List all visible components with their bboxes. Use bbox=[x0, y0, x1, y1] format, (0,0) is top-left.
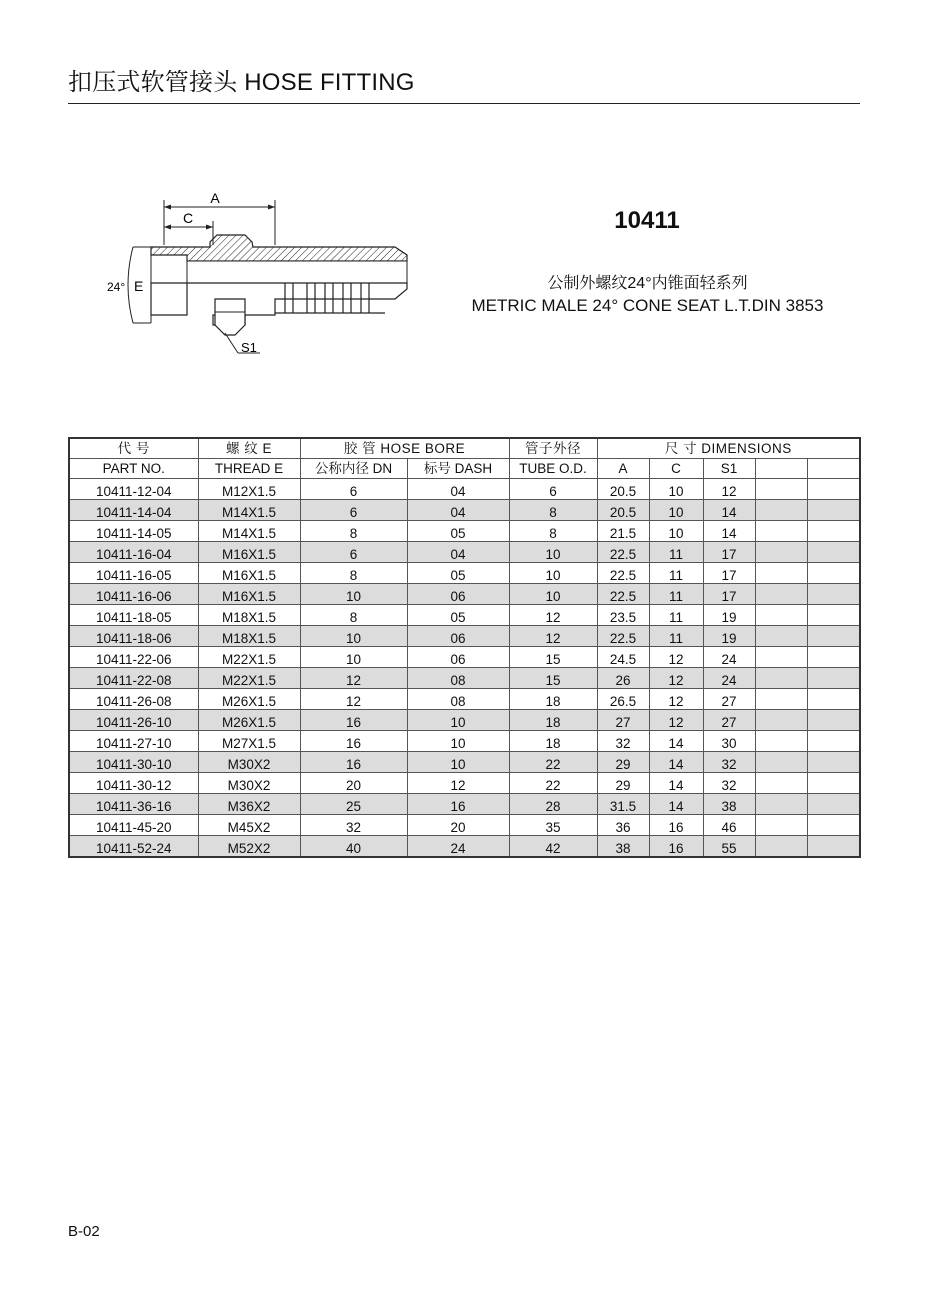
cell-empty bbox=[755, 773, 807, 794]
header-empty-1 bbox=[755, 459, 807, 479]
fitting-drawing bbox=[95, 185, 425, 365]
cell-dim-c: 14 bbox=[649, 731, 703, 752]
cell-part-no: 10411-30-12 bbox=[69, 773, 198, 794]
cell-dim-c: 16 bbox=[649, 815, 703, 836]
cell-dim-c: 16 bbox=[649, 836, 703, 858]
cell-dim-s1: 55 bbox=[703, 836, 755, 858]
cell-thread: M14X1.5 bbox=[198, 500, 300, 521]
table-row bbox=[69, 647, 860, 668]
cell-dim-s1: 46 bbox=[703, 815, 755, 836]
cell-empty bbox=[807, 752, 860, 773]
table-row bbox=[69, 605, 860, 626]
cell-dn: 8 bbox=[300, 563, 407, 584]
cell-thread: M18X1.5 bbox=[198, 605, 300, 626]
cell-dim-s1: 14 bbox=[703, 500, 755, 521]
cell-empty bbox=[755, 500, 807, 521]
cell-dn: 12 bbox=[300, 668, 407, 689]
cell-thread: M12X1.5 bbox=[198, 479, 300, 500]
cell-empty bbox=[807, 773, 860, 794]
product-code: 10411 bbox=[614, 207, 680, 234]
cell-dim-a: 22.5 bbox=[597, 542, 649, 563]
cell-dim-a: 24.5 bbox=[597, 647, 649, 668]
header-dimensions: 尺 寸 DIMENSIONS bbox=[597, 438, 860, 459]
cell-empty bbox=[807, 668, 860, 689]
cell-tube-od: 10 bbox=[509, 563, 597, 584]
cell-empty bbox=[755, 479, 807, 500]
cell-tube-od: 18 bbox=[509, 710, 597, 731]
table-header-row-2 bbox=[69, 459, 860, 479]
cell-part-no: 10411-18-05 bbox=[69, 605, 198, 626]
cell-tube-od: 8 bbox=[509, 500, 597, 521]
cell-empty bbox=[755, 542, 807, 563]
cell-dim-a: 22.5 bbox=[597, 584, 649, 605]
cell-part-no: 10411-16-04 bbox=[69, 542, 198, 563]
cell-empty bbox=[807, 500, 860, 521]
cell-tube-od: 15 bbox=[509, 647, 597, 668]
cell-empty bbox=[755, 752, 807, 773]
dim-label-angle: 24° bbox=[107, 280, 126, 294]
title-divider bbox=[68, 103, 860, 104]
cell-dn: 32 bbox=[300, 815, 407, 836]
cell-dn: 6 bbox=[300, 542, 407, 563]
cell-part-no: 10411-22-08 bbox=[69, 668, 198, 689]
cell-empty bbox=[755, 563, 807, 584]
cell-thread: M14X1.5 bbox=[198, 521, 300, 542]
cell-dim-a: 27 bbox=[597, 710, 649, 731]
cell-dim-a: 26.5 bbox=[597, 689, 649, 710]
cell-empty bbox=[755, 815, 807, 836]
cell-dim-s1: 19 bbox=[703, 626, 755, 647]
cell-part-no: 10411-16-06 bbox=[69, 584, 198, 605]
cell-tube-od: 18 bbox=[509, 731, 597, 752]
cell-dn: 10 bbox=[300, 626, 407, 647]
cell-dim-a: 22.5 bbox=[597, 563, 649, 584]
cell-empty bbox=[807, 731, 860, 752]
header-a: A bbox=[597, 459, 649, 479]
cell-dim-s1: 14 bbox=[703, 521, 755, 542]
cell-thread: M36X2 bbox=[198, 794, 300, 815]
cell-thread: M16X1.5 bbox=[198, 584, 300, 605]
cell-dim-c: 11 bbox=[649, 584, 703, 605]
header-hose-bore: 胶 管 HOSE BORE bbox=[300, 438, 509, 459]
cell-empty bbox=[755, 605, 807, 626]
table-row bbox=[69, 626, 860, 647]
table-row bbox=[69, 815, 860, 836]
table-row bbox=[69, 479, 860, 500]
cell-dim-c: 14 bbox=[649, 773, 703, 794]
cell-dash: 10 bbox=[407, 710, 509, 731]
cell-dim-s1: 32 bbox=[703, 752, 755, 773]
cell-part-no: 10411-45-20 bbox=[69, 815, 198, 836]
cell-dn: 40 bbox=[300, 836, 407, 858]
cell-dash: 06 bbox=[407, 626, 509, 647]
cell-dim-a: 26 bbox=[597, 668, 649, 689]
cell-dn: 6 bbox=[300, 500, 407, 521]
cell-empty bbox=[807, 794, 860, 815]
header-c: C bbox=[649, 459, 703, 479]
cell-dim-c: 10 bbox=[649, 521, 703, 542]
cell-dash: 16 bbox=[407, 794, 509, 815]
cell-part-no: 10411-12-04 bbox=[69, 479, 198, 500]
cell-thread: M16X1.5 bbox=[198, 563, 300, 584]
cell-dash: 08 bbox=[407, 689, 509, 710]
page-number: B-02 bbox=[68, 1223, 100, 1240]
cell-dim-s1: 17 bbox=[703, 563, 755, 584]
cell-dim-a: 38 bbox=[597, 836, 649, 858]
cell-dn: 6 bbox=[300, 479, 407, 500]
cell-tube-od: 15 bbox=[509, 668, 597, 689]
cell-dn: 10 bbox=[300, 584, 407, 605]
cell-tube-od: 18 bbox=[509, 689, 597, 710]
cell-dash: 04 bbox=[407, 479, 509, 500]
cell-dim-c: 10 bbox=[649, 500, 703, 521]
cell-part-no: 10411-36-16 bbox=[69, 794, 198, 815]
table-row bbox=[69, 752, 860, 773]
product-name-en: METRIC MALE 24° CONE SEAT L.T.DIN 3853 bbox=[471, 296, 824, 315]
cell-dim-c: 11 bbox=[649, 563, 703, 584]
page-title: 扣压式软管接头 HOSE FITTING bbox=[68, 69, 415, 96]
cell-dim-a: 20.5 bbox=[597, 500, 649, 521]
cell-empty bbox=[755, 647, 807, 668]
cell-dim-c: 14 bbox=[649, 752, 703, 773]
cell-empty bbox=[807, 521, 860, 542]
cell-tube-od: 22 bbox=[509, 773, 597, 794]
header-part-cn: 代 号 bbox=[69, 438, 198, 459]
cell-dn: 20 bbox=[300, 773, 407, 794]
cell-dim-c: 10 bbox=[649, 479, 703, 500]
table-row bbox=[69, 794, 860, 815]
cell-dash: 08 bbox=[407, 668, 509, 689]
table-row bbox=[69, 773, 860, 794]
cell-part-no: 10411-18-06 bbox=[69, 626, 198, 647]
cell-dim-s1: 32 bbox=[703, 773, 755, 794]
cell-dash: 20 bbox=[407, 815, 509, 836]
cell-tube-od: 42 bbox=[509, 836, 597, 858]
cell-dim-c: 12 bbox=[649, 647, 703, 668]
cell-dim-c: 14 bbox=[649, 794, 703, 815]
cell-empty bbox=[807, 605, 860, 626]
cell-dim-s1: 38 bbox=[703, 794, 755, 815]
cell-dim-s1: 12 bbox=[703, 479, 755, 500]
cell-dim-s1: 27 bbox=[703, 689, 755, 710]
cell-part-no: 10411-26-10 bbox=[69, 710, 198, 731]
cell-part-no: 10411-52-24 bbox=[69, 836, 198, 858]
dim-label-s1: S1 bbox=[241, 340, 257, 355]
cell-dim-s1: 19 bbox=[703, 605, 755, 626]
cell-dn: 25 bbox=[300, 794, 407, 815]
cell-dim-s1: 27 bbox=[703, 710, 755, 731]
cell-empty bbox=[807, 626, 860, 647]
cell-dim-c: 11 bbox=[649, 542, 703, 563]
cell-dash: 04 bbox=[407, 542, 509, 563]
cell-part-no: 10411-16-05 bbox=[69, 563, 198, 584]
table-row bbox=[69, 710, 860, 731]
cell-dash: 24 bbox=[407, 836, 509, 858]
dimensions-table bbox=[68, 437, 861, 858]
cell-dim-s1: 17 bbox=[703, 584, 755, 605]
header-empty-2 bbox=[807, 459, 860, 479]
cell-dn: 8 bbox=[300, 521, 407, 542]
table-row bbox=[69, 689, 860, 710]
table-row bbox=[69, 542, 860, 563]
cell-dim-a: 23.5 bbox=[597, 605, 649, 626]
cell-empty bbox=[755, 689, 807, 710]
cell-dim-s1: 24 bbox=[703, 647, 755, 668]
header-dash: 标号 DASH bbox=[407, 459, 509, 479]
cell-dash: 04 bbox=[407, 500, 509, 521]
cell-dn: 16 bbox=[300, 710, 407, 731]
cell-empty bbox=[755, 710, 807, 731]
cell-tube-od: 8 bbox=[509, 521, 597, 542]
cell-dash: 05 bbox=[407, 605, 509, 626]
cell-dash: 06 bbox=[407, 584, 509, 605]
header-thread-cn: 螺 纹 E bbox=[198, 438, 300, 459]
cell-dim-c: 11 bbox=[649, 605, 703, 626]
cell-thread: M22X1.5 bbox=[198, 647, 300, 668]
cell-part-no: 10411-30-10 bbox=[69, 752, 198, 773]
table-row bbox=[69, 521, 860, 542]
table-row bbox=[69, 836, 860, 858]
cell-dn: 8 bbox=[300, 605, 407, 626]
cell-empty bbox=[807, 836, 860, 858]
cell-tube-od: 28 bbox=[509, 794, 597, 815]
cell-thread: M26X1.5 bbox=[198, 710, 300, 731]
cell-empty bbox=[755, 626, 807, 647]
cell-dash: 05 bbox=[407, 563, 509, 584]
cell-empty bbox=[807, 584, 860, 605]
table-body bbox=[69, 479, 860, 858]
table-row bbox=[69, 500, 860, 521]
cell-thread: M16X1.5 bbox=[198, 542, 300, 563]
cell-dim-a: 31.5 bbox=[597, 794, 649, 815]
header-tube-cn: 管子外径 bbox=[509, 438, 597, 459]
cell-empty bbox=[755, 521, 807, 542]
dim-label-a: A bbox=[210, 190, 220, 206]
cell-dim-a: 29 bbox=[597, 773, 649, 794]
cell-dim-s1: 30 bbox=[703, 731, 755, 752]
cell-dim-c: 12 bbox=[649, 710, 703, 731]
cell-dash: 12 bbox=[407, 773, 509, 794]
cell-tube-od: 10 bbox=[509, 584, 597, 605]
cell-empty bbox=[755, 731, 807, 752]
cell-thread: M18X1.5 bbox=[198, 626, 300, 647]
cell-dn: 16 bbox=[300, 752, 407, 773]
cell-part-no: 10411-26-08 bbox=[69, 689, 198, 710]
header-part-en: PART NO. bbox=[69, 459, 198, 479]
cell-thread: M30X2 bbox=[198, 773, 300, 794]
cell-tube-od: 12 bbox=[509, 626, 597, 647]
cell-tube-od: 6 bbox=[509, 479, 597, 500]
cell-empty bbox=[807, 815, 860, 836]
cell-dim-a: 21.5 bbox=[597, 521, 649, 542]
header-tube-en: TUBE O.D. bbox=[509, 459, 597, 479]
cell-dash: 10 bbox=[407, 752, 509, 773]
header-thread-en: THREAD E bbox=[198, 459, 300, 479]
cell-thread: M52X2 bbox=[198, 836, 300, 858]
cell-empty bbox=[755, 584, 807, 605]
cell-empty bbox=[807, 563, 860, 584]
table-row bbox=[69, 584, 860, 605]
table-row bbox=[69, 668, 860, 689]
cell-dash: 06 bbox=[407, 647, 509, 668]
cell-tube-od: 35 bbox=[509, 815, 597, 836]
cell-dim-s1: 24 bbox=[703, 668, 755, 689]
cell-empty bbox=[807, 647, 860, 668]
cell-dn: 10 bbox=[300, 647, 407, 668]
cell-dn: 12 bbox=[300, 689, 407, 710]
product-name-cn: 公制外螺纹24°内锥面轻系列 bbox=[547, 275, 748, 292]
cell-thread: M30X2 bbox=[198, 752, 300, 773]
table-row bbox=[69, 563, 860, 584]
cell-dim-a: 29 bbox=[597, 752, 649, 773]
cell-part-no: 10411-14-05 bbox=[69, 521, 198, 542]
cell-dim-s1: 17 bbox=[703, 542, 755, 563]
cell-dash: 10 bbox=[407, 731, 509, 752]
header-dn: 公称内径 DN bbox=[300, 459, 407, 479]
cell-dash: 05 bbox=[407, 521, 509, 542]
cell-part-no: 10411-27-10 bbox=[69, 731, 198, 752]
cell-dim-c: 11 bbox=[649, 626, 703, 647]
cell-dn: 16 bbox=[300, 731, 407, 752]
cell-dim-c: 12 bbox=[649, 689, 703, 710]
cell-dim-a: 20.5 bbox=[597, 479, 649, 500]
cell-dim-a: 32 bbox=[597, 731, 649, 752]
cell-empty bbox=[807, 710, 860, 731]
cell-dim-a: 36 bbox=[597, 815, 649, 836]
cell-thread: M45X2 bbox=[198, 815, 300, 836]
cell-empty bbox=[807, 479, 860, 500]
cell-empty bbox=[807, 542, 860, 563]
header-s1: S1 bbox=[703, 459, 755, 479]
dim-label-e: E bbox=[134, 278, 144, 294]
table-row bbox=[69, 731, 860, 752]
cell-tube-od: 10 bbox=[509, 542, 597, 563]
dim-label-c: C bbox=[182, 210, 194, 226]
cell-dim-c: 12 bbox=[649, 668, 703, 689]
cell-tube-od: 12 bbox=[509, 605, 597, 626]
cell-empty bbox=[755, 794, 807, 815]
cell-thread: M22X1.5 bbox=[198, 668, 300, 689]
table-header-row-1 bbox=[69, 438, 860, 459]
cell-thread: M26X1.5 bbox=[198, 689, 300, 710]
cell-empty bbox=[807, 689, 860, 710]
cell-empty bbox=[755, 836, 807, 858]
cell-part-no: 10411-14-04 bbox=[69, 500, 198, 521]
cell-part-no: 10411-22-06 bbox=[69, 647, 198, 668]
cell-dim-a: 22.5 bbox=[597, 626, 649, 647]
cell-empty bbox=[755, 668, 807, 689]
cell-tube-od: 22 bbox=[509, 752, 597, 773]
cell-thread: M27X1.5 bbox=[198, 731, 300, 752]
